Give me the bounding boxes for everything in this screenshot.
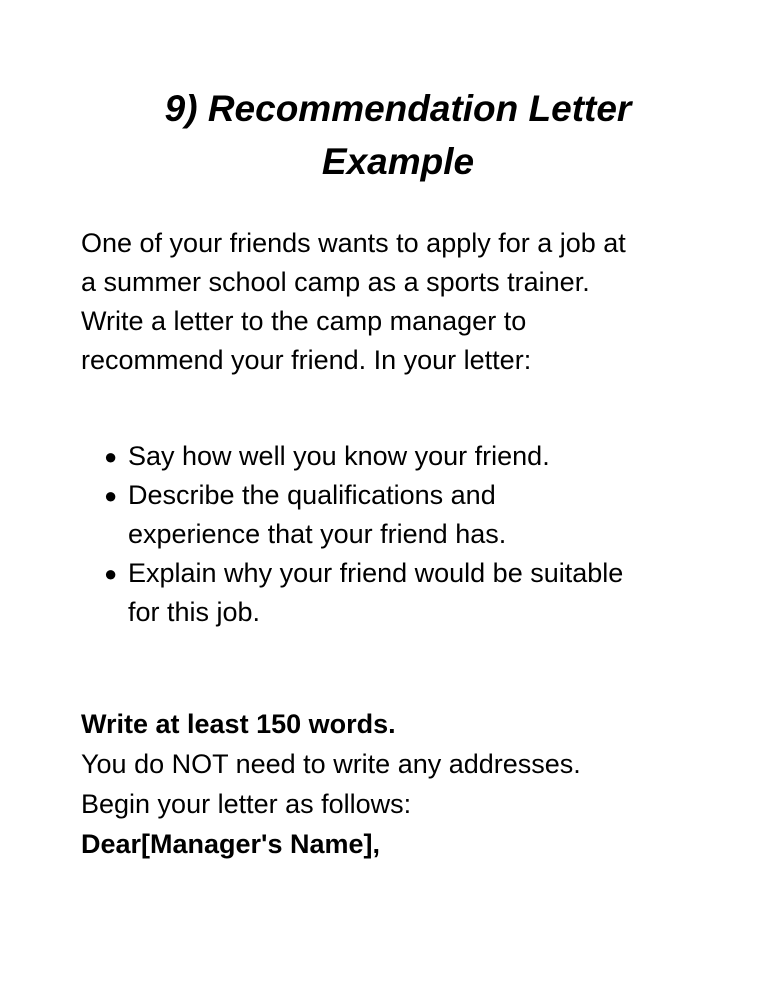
title-line: Example	[321, 141, 475, 182]
bullet-item	[104, 476, 724, 554]
begin-note: Begin your letter as follows:	[81, 789, 412, 819]
title-line: 9) Recommendation Letter	[164, 88, 632, 129]
word-requirement: Write at least 150 words.	[81, 709, 396, 739]
salutation: Dear[Manager's Name],	[81, 829, 381, 859]
bullet-icon: ●	[104, 483, 118, 508]
bullet-text: Describe the qualifications and	[128, 480, 496, 510]
bullet-text: experience that your friend has.	[128, 519, 507, 549]
bullet-icon: ●	[104, 444, 118, 469]
prompt-line: One of your friends wants to apply for a job at	[81, 228, 626, 258]
prompt-line: recommend your friend. In your letter:	[81, 345, 532, 375]
page-title	[0, 82, 770, 188]
address-note: You do NOT need to write any addresses.	[81, 749, 581, 779]
bullet-text: Explain why your friend would be suitable	[128, 558, 624, 588]
bullet-text: Say how well you know your friend.	[128, 441, 550, 471]
instructions-block	[81, 704, 721, 864]
prompt-line: Write a letter to the camp manager to	[81, 306, 527, 336]
bullet-item	[104, 554, 724, 632]
task-prompt	[81, 224, 721, 380]
task-bullet-list	[104, 437, 724, 632]
bullet-text: for this job.	[128, 597, 261, 627]
bullet-icon: ●	[104, 561, 118, 586]
prompt-line: a summer school camp as a sports trainer.	[81, 267, 590, 297]
bullet-item	[104, 437, 724, 476]
